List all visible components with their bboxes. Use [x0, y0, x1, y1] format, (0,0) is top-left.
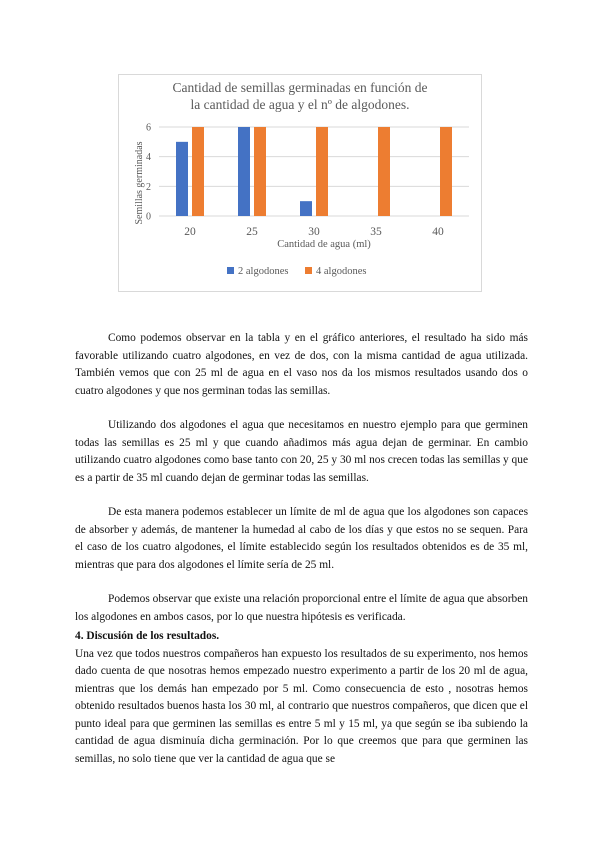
paragraph-2: Utilizando dos algodones el agua que necesitamos en nuestro ejemplo para que germinen todas las semillas es 25 ml y que cuando añadimos más agua dejan de germinar. En cambio utilizando cuatro algodones como base tanto con 20, 25 y 30 ml nos crecen todas las semillas y que es a partir de 35 ml cuando dejan de germinar todas las semillas. — [75, 419, 528, 484]
x-tick-label: 35 — [370, 226, 382, 238]
y-tick-label: 4 — [146, 152, 151, 164]
y-axis-label: Semillas germinadas — [134, 141, 145, 225]
chart-title-line1: Cantidad de semillas germinadas en función de — [172, 80, 428, 95]
results-paragraphs — [75, 330, 528, 626]
x-tick-label: 20 — [184, 226, 196, 238]
x-tick-label: 25 — [246, 226, 258, 238]
y-tick-label: 0 — [146, 211, 151, 223]
discussion-section — [75, 628, 528, 768]
y-tick-label: 2 — [146, 181, 151, 193]
paragraph-1: Como podemos observar en la tabla y en el gráfico anteriores, el resultado ha sido más favorable utilizando cuatro algodones, en vez de dos, con la misma cantidad de agua utilizada. También vemos que con 25 ml de agua en el vaso nos da los mismos resultados usando dos o cuatro algodones y que nos germinan todas las semillas. — [75, 332, 528, 397]
bar — [192, 127, 204, 216]
legend-swatch — [227, 267, 234, 274]
x-axis-label: Cantidad de agua (ml) — [277, 239, 371, 250]
section-body: Una vez que todos nuestros compañeros han expuesto los resultados de su experimento, nos hemos dado cuenta de que nosotras hemos empezado nuestro experimento a partir de los 20 ml de agua, mientras que los demás han empezado por 5 ml. Como consecuencia de esto , nosotras hemos obtenido resultados buenos hasta los 30 ml, al contrario que nuestros compañeros, que dicen que el punto ideal para que germinen las semillas es entre 5 ml y 15 ml, ya que según se iba subiendo la cantidad de agua disminuía dicha germinación. Por lo que creemos que para que germinen las semillas, no solo tiene que ver la cantidad de agua que se — [75, 647, 528, 765]
bar — [378, 127, 390, 216]
chart-container — [118, 74, 482, 292]
bar — [300, 201, 312, 216]
paragraph-3: De esta manera podemos establecer un límite de ml de agua que los algodones son capaces de absorber y además, de mantener la humedad al cabo de los días y que estos no se sequen. Para el caso de los cuatro algodones, el límite establecido según los resultados obtenidos es de 35 ml, mientras que para dos algodones el límite sería de 25 ml. — [75, 506, 528, 571]
legend-label: 4 algodones — [316, 266, 367, 277]
bar — [440, 127, 452, 216]
bar-chart — [119, 75, 481, 291]
legend-label: 2 algodones — [238, 266, 289, 277]
bar — [176, 142, 188, 216]
x-tick-label: 40 — [432, 226, 444, 238]
x-tick-label: 30 — [308, 226, 320, 238]
legend-swatch — [305, 267, 312, 274]
bar — [238, 127, 250, 216]
bar — [316, 127, 328, 216]
chart-title-line2: la cantidad de agua y el nº de algodones. — [190, 97, 410, 112]
bar — [254, 127, 266, 216]
section-heading: 4. Discusión de los resultados. — [75, 630, 220, 642]
paragraph-4: Podemos observar que existe una relación proporcional entre el límite de agua que absorben los algodones en ambos casos, por lo que nuestra hipótesis es verificada. — [75, 593, 528, 623]
y-tick-label: 6 — [146, 122, 151, 134]
